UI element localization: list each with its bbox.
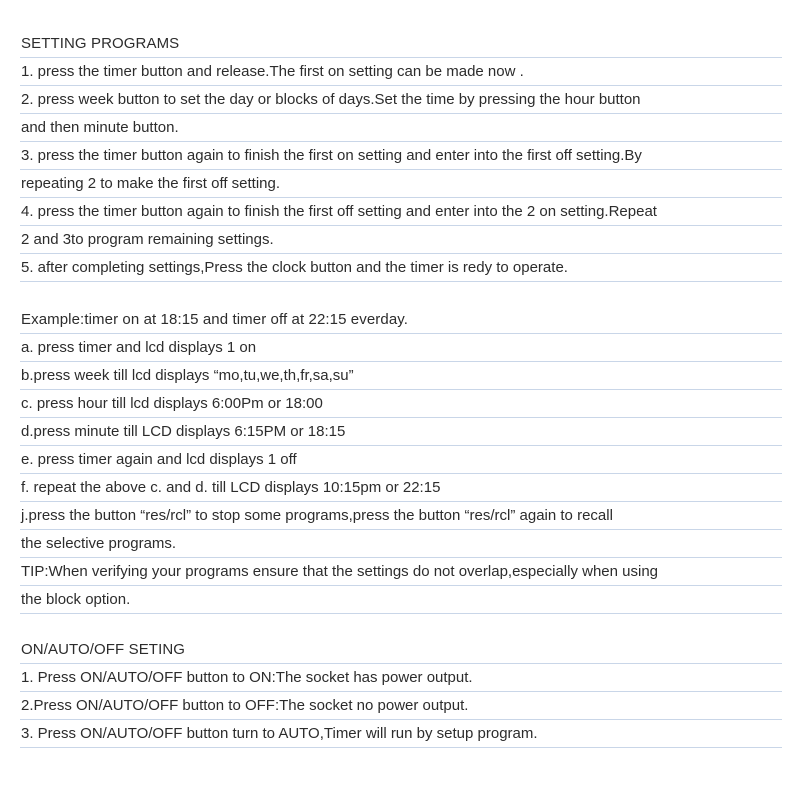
example-line: j.press the button “res/rcl” to stop some programs,press the button “res/rcl” again to recall	[20, 502, 782, 530]
section-spacer	[20, 282, 782, 306]
setting-programs-heading: SETTING PROGRAMS	[20, 30, 782, 58]
setting-programs-section	[20, 30, 782, 282]
example-line: the selective programs.	[20, 530, 782, 558]
example-line: c. press hour till lcd displays 6:00Pm or 18:00	[20, 390, 782, 418]
setting-programs-line: and then minute button.	[20, 114, 782, 142]
setting-programs-line: 4. press the timer button again to finish the first off setting and enter into the 2 on setting.Repeat	[20, 198, 782, 226]
section-spacer	[20, 614, 782, 636]
on-auto-off-section	[20, 636, 782, 748]
setting-programs-line: 1. press the timer button and release.The first on setting can be made now .	[20, 58, 782, 86]
example-line: the block option.	[20, 586, 782, 614]
instruction-document	[20, 30, 782, 748]
setting-programs-line: repeating 2 to make the first off setting.	[20, 170, 782, 198]
setting-programs-line: 3. press the timer button again to finish the first on setting and enter into the first off setting.By	[20, 142, 782, 170]
example-line: f. repeat the above c. and d. till LCD displays 10:15pm or 22:15	[20, 474, 782, 502]
example-line: a. press timer and lcd displays 1 on	[20, 334, 782, 362]
example-line: TIP:When verifying your programs ensure that the settings do not overlap,especially when using	[20, 558, 782, 586]
setting-programs-line: 2. press week button to set the day or blocks of days.Set the time by pressing the hour button	[20, 86, 782, 114]
setting-programs-line: 2 and 3to program remaining settings.	[20, 226, 782, 254]
example-heading: Example:timer on at 18:15 and timer off at 22:15 everday.	[20, 306, 782, 334]
on-auto-off-line: 2.Press ON/AUTO/OFF button to OFF:The socket no power output.	[20, 692, 782, 720]
example-line: e. press timer again and lcd displays 1 off	[20, 446, 782, 474]
example-line: b.press week till lcd displays “mo,tu,we,th,fr,sa,su”	[20, 362, 782, 390]
setting-programs-line: 5. after completing settings,Press the clock button and the timer is redy to operate.	[20, 254, 782, 282]
example-line: d.press minute till LCD displays 6:15PM or 18:15	[20, 418, 782, 446]
example-section	[20, 306, 782, 614]
on-auto-off-line: 1. Press ON/AUTO/OFF button to ON:The socket has power output.	[20, 664, 782, 692]
on-auto-off-line: 3. Press ON/AUTO/OFF button turn to AUTO,Timer will run by setup program.	[20, 720, 782, 748]
on-auto-off-heading: ON/AUTO/OFF SETING	[20, 636, 782, 664]
